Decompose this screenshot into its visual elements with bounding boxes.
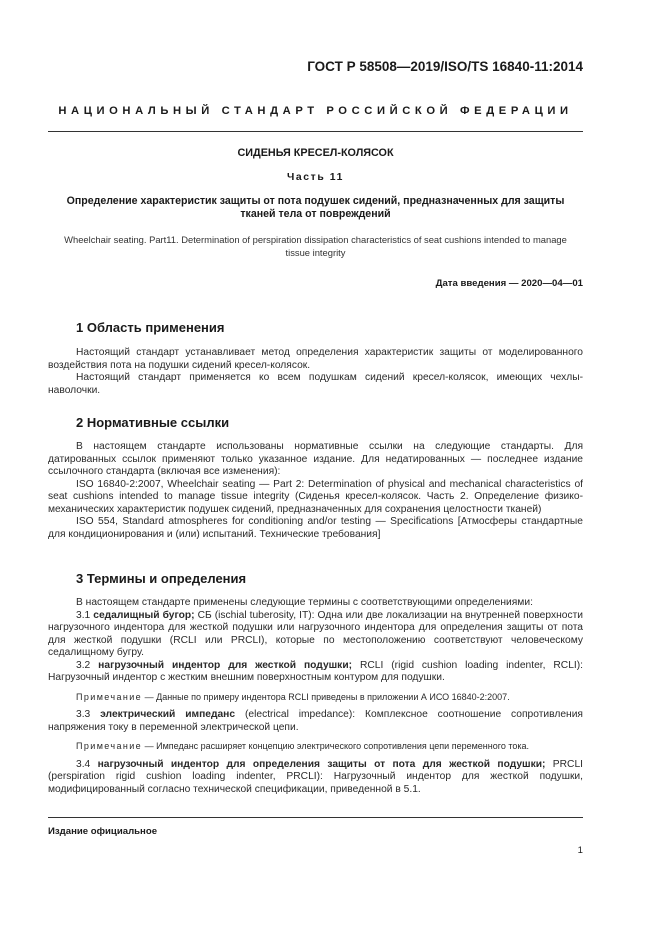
term-3-3 <box>48 709 583 734</box>
footer-divider <box>48 817 583 818</box>
note-1 <box>48 691 583 704</box>
term-number: 3.1 <box>76 609 91 621</box>
note-label: Примечание <box>76 691 143 702</box>
top-divider <box>48 131 583 132</box>
section-scope <box>48 320 583 397</box>
document-title: СИДЕНЬЯ КРЕСЕЛ-КОЛЯСОК <box>237 147 394 159</box>
document-subtitle: Определение характеристик защиты от пота подушек сидений, предназначенных для защиты тканей тела от повреждений <box>66 195 565 220</box>
paragraph: Настоящий стандарт устанавливает метод определения характеристик защиты от моделированного воздействия пота на подушки сидений кресел-колясок. <box>48 347 583 371</box>
reference-iso-554: ISO 554, Standard atmospheres for conditioning and/or testing — Specifications [Атмосферы стандартные для кондиционирования и (или) испытаний. Технические требования] <box>48 516 583 540</box>
term-number: 3.2 <box>76 659 91 671</box>
term-definition: PRCLI (perspiration rigid cushion loading indenter, PRCLI): Нагрузочный индентор для жесткой подушки, модифицированный согласно технической спецификации, приведенной в 5.1. <box>48 758 583 795</box>
page-number: 1 <box>577 845 583 856</box>
term-definition: (electrical impedance): Комплексное соотношение сопротивления напряжения току в переменной электрической цепи. <box>48 709 583 733</box>
paragraph: В настоящем стандарте применены следующие термины с соответствующими определениями: <box>76 597 533 608</box>
section-heading: 1 Область применения <box>76 320 225 335</box>
national-standard-heading: НАЦИОНАЛЬНЫЙ СТАНДАРТ РОССИЙСКОЙ ФЕДЕРАЦИИ <box>58 105 573 117</box>
note-2 <box>48 740 583 753</box>
section-heading: 3 Термины и определения <box>76 571 247 586</box>
document-code: ГОСТ Р 58508—2019/ISO/TS 16840-11:2014 <box>307 59 583 74</box>
paragraph: Настоящий стандарт применяется ко всем подушкам сидений кресел-колясок, имеющих чехлы-наволочки. <box>48 372 583 396</box>
note-label: Примечание <box>76 741 143 751</box>
term-3-1 <box>48 610 583 660</box>
section-heading: 2 Нормативные ссылки <box>76 415 230 430</box>
term-definition: RCLI (rigid cushion loading indenter, RCLI): Нагрузочный индентор с жестким внешним поверхностным контуром для подушки. <box>48 659 584 683</box>
section-terms-definitions <box>48 571 583 796</box>
term-number: 3.3 <box>76 709 91 720</box>
official-edition-label: Издание официальное <box>48 826 158 837</box>
english-title: Wheelchair seating. Part11. Determination of perspiration dissipation characteristics of seat cushions intended to manage tissue integrity <box>64 234 567 258</box>
note-text: — Данные по примеру индентора RCLI приведены в приложении А ИСО 16840-2:2007. <box>144 691 510 702</box>
paragraph: В настоящем стандарте использованы нормативные ссылки на следующие стандарты. Для датированных ссылок применяют только указанное издание. Для недатированных — последнее издание ссылочного стандарта (включая все изменения): <box>48 441 583 477</box>
introduction-date: Дата введения — 2020—04—01 <box>435 278 583 289</box>
reference-iso-16840-2: ISO 16840-2:2007, Wheelchair seating — Part 2: Determination of physical and mechanical characteristics of seat cushions intended to manage tissue integrity (Сиденья кресел-колясок. Часть 2. Определение физико-механических характеристик подушек сидений, предназначенных для сохранения целостности тканей) <box>48 478 583 515</box>
term-3-4 <box>48 759 583 797</box>
term-name: нагрузочный индентор для определения защиты от пота для жесткой подушки; <box>97 758 546 770</box>
note-text: — Импеданс расширяет концепцию электрического сопротивления цепи переменного тока. <box>144 741 529 751</box>
term-3-2 <box>48 660 583 685</box>
term-name: электрический импеданс <box>100 709 236 720</box>
term-definition: СБ (ischial tuberosity, IT): Одна или две локализации на внутренней поверхности нагрузочного индентора для жесткой подушки или нагрузочного индентора для определения защиты от пота для жесткой подушки (RCLI или PRCLI), которые по местоположению соответствуют человеческому седалищному бугру. <box>48 609 584 658</box>
term-name: седалищный бугор; <box>93 609 195 621</box>
part-label: Часть 11 <box>286 172 344 183</box>
term-name: нагрузочный индентор для жесткой подушки; <box>98 659 353 671</box>
term-number: 3.4 <box>76 758 91 770</box>
section-normative-references <box>48 415 583 541</box>
